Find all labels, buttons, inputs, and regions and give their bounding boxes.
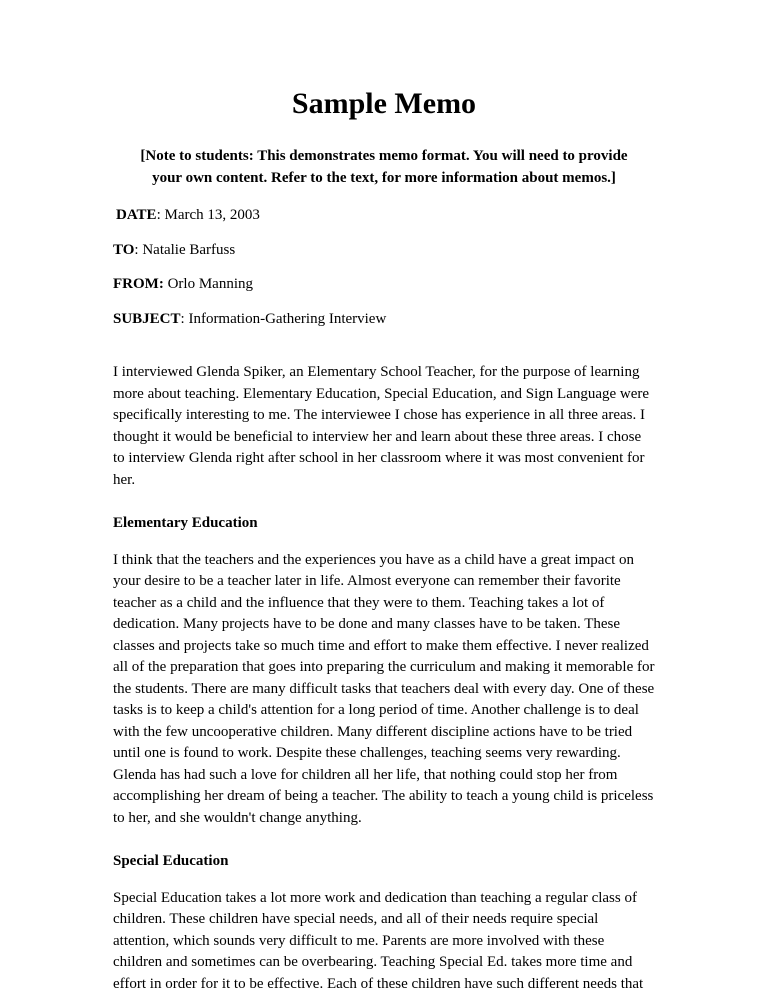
memo-field-date-value: : March 13, 2003 — [156, 207, 260, 223]
memo-field-from-label: FROM: — [113, 276, 164, 292]
memo-field-subject-label: SUBJECT — [113, 310, 181, 327]
note-to-students: [Note to students: This demonstrates memo format. You will need to provide your own content. Refer to the text, for more information about memos.] — [140, 148, 628, 186]
memo-body — [113, 362, 655, 994]
memo-field-date — [113, 205, 655, 227]
section-heading-elementary-education: Elementary Education — [113, 515, 258, 531]
section-body-special-education: Special Education takes a lot more work and dedication than teaching a regular class of children. These children have special needs, and all of their needs require special attention, which sounds very difficult to me. Parents are more involved with these children and sometimes can be overbearing. Teaching Special Ed. takes more time and effort in order for it to be effective. Each of these children have such different needs that — [113, 889, 644, 992]
intro-paragraph: I interviewed Glenda Spiker, an Elementary School Teacher, for the purpose of learning more about teaching. Elementary Education, Special Education, and Sign Language were specifically interesting to me. The interviewee I chose has experience in all three areas. I thought it would be beneficial to interview her and learn about these three areas. I chose to interview Glenda right after school in her classroom where it was most convenient for her. — [113, 364, 650, 488]
memo-field-to — [113, 240, 655, 262]
memo-field-subject-value: : Information-Gathering Interview — [180, 310, 387, 327]
memo-field-date-label: DATE — [116, 207, 157, 223]
page-title: Sample Memo — [291, 87, 477, 120]
memo-header-fields — [113, 205, 655, 330]
memo-field-from — [113, 274, 655, 296]
section-heading-special-education: Special Education — [113, 853, 229, 869]
section-body-elementary-education: I think that the teachers and the experiences you have as a child have a great impact on your desire to be a teacher later in life. Almost everyone can remember their favorite teacher as a child and the influence that they were to them. Teaching takes a lot of dedication. Many projects have to be done and many classes have to be taken. These classes and projects take so much time and effort to make them effective. I never realized all of the preparation that goes into preparing the curriculum and making it memorable for the students. There are many difficult tasks that teachers deal with every day. One of these tasks is to keep a child's attention for a long period of time. Another challenge is to deal with the few uncooperative children. Many different discipline actions have to be tried until one is found to work. Despite these challenges, teaching seems very rewarding. Glenda has had such a love for children all her life, that nothing could stop her from accomplishing her dream of being a teacher. The ability to teach a young child is priceless to her, and she wouldn't change anything. — [113, 551, 655, 826]
memo-field-subject — [113, 309, 655, 331]
memo-field-from-value: Orlo Manning — [163, 276, 253, 292]
memo-field-to-label: TO — [113, 241, 135, 258]
memo-field-to-value: : Natalie Barfuss — [134, 241, 236, 258]
